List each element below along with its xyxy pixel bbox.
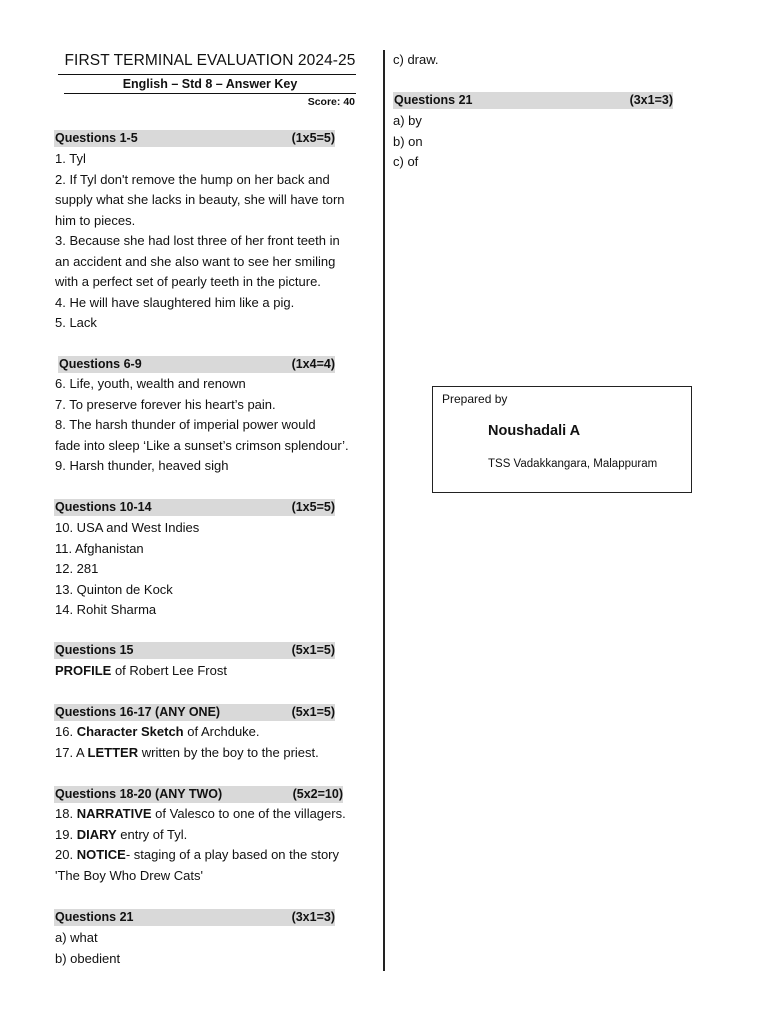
answer-list-q15 <box>55 661 227 682</box>
answer-line <box>55 661 227 682</box>
section-marks: (1x5=5) <box>291 131 335 145</box>
answer-keyword: LETTER <box>87 744 139 760</box>
answer-text: of Valesco to one of the villagers. <box>151 806 346 821</box>
answer-line: 'The Boy Who Drew Cats' <box>55 867 204 883</box>
section-header-q15 <box>54 642 335 659</box>
answer-line: 7. To preserve forever his heart’s pain. <box>55 396 276 412</box>
answer-keyword: Character Sketch <box>76 724 184 739</box>
prepared-by-label: Prepared by <box>442 392 508 406</box>
answer-keyword: NARRATIVE <box>76 806 152 821</box>
answer-line: supply what she lacks in beauty, she will have torn <box>55 192 345 207</box>
section-header-q16-17 <box>54 704 335 721</box>
answer-line: a) what <box>55 930 98 945</box>
section-marks: (5x1=5) <box>291 705 335 719</box>
answer-number: 19. <box>55 826 77 842</box>
answer-list-q21-left <box>55 928 120 969</box>
answer-list-q1-5 <box>55 149 345 334</box>
section-marks: (5x2=10) <box>292 787 343 801</box>
subtitle-underline <box>64 93 356 94</box>
answer-line: b) obedient <box>55 950 121 966</box>
section-header-q6-9 <box>58 356 335 373</box>
section-marks: (5x1=5) <box>291 643 335 657</box>
section-label: Questions 21 <box>394 93 473 107</box>
answer-list-q21-right <box>393 111 423 173</box>
answer-number: 20. <box>55 847 77 862</box>
answer-number: 17. A <box>55 744 88 760</box>
answer-line: c) of <box>393 154 419 169</box>
answer-text: - staging of a play based on the story <box>125 847 339 862</box>
answer-keyword: DIARY <box>76 826 117 842</box>
answer-number: 18. <box>55 806 77 821</box>
answer-text: entry of Tyl. <box>116 826 188 842</box>
answer-line: 5. Lack <box>55 315 97 330</box>
answer-list-q6-9 <box>55 374 349 477</box>
answer-line: c) draw. <box>393 52 439 67</box>
answer-line <box>55 743 319 764</box>
score-label: Score: 40 <box>307 96 355 108</box>
section-label: Questions 1-5 <box>55 131 138 145</box>
section-marks: (3x1=3) <box>291 910 335 924</box>
answer-line: 3. Because she had lost three of her front teeth in <box>55 233 340 248</box>
answer-line: 4. He will have slaughtered him like a pig. <box>55 294 295 310</box>
answer-list-q10-14 <box>55 518 199 621</box>
author-school: TSS Vadakkangara, Malappuram <box>488 458 658 470</box>
answer-line <box>55 804 346 825</box>
answer-list-q21-continued <box>393 50 439 71</box>
answer-line <box>55 845 346 866</box>
answer-list-q16-17 <box>55 722 319 763</box>
answer-line <box>55 825 346 846</box>
answer-text: written by the boy to the priest. <box>138 744 319 760</box>
answer-keyword: NOTICE <box>76 847 126 862</box>
answer-line: with a perfect set of pearly teeth in the picture. <box>55 274 321 289</box>
answer-line: 2. If Tyl don't remove the hump on her back and <box>55 171 330 187</box>
answer-line: 10. USA and West Indies <box>55 520 200 535</box>
answer-line: 12. 281 <box>55 561 99 576</box>
answer-line: an accident and she also want to see her smiling <box>55 253 336 269</box>
section-header-q1-5 <box>54 130 335 147</box>
answer-line <box>55 722 319 743</box>
prepared-by-box <box>432 386 692 493</box>
page-subtitle: English – Std 8 – Answer Key <box>122 77 298 91</box>
section-marks: (1x5=5) <box>291 500 335 514</box>
answer-text: of Robert Lee Frost <box>111 663 227 678</box>
section-label: Questions 6-9 <box>59 357 142 371</box>
section-label: Questions 16-17 (ANY ONE) <box>55 705 221 719</box>
section-marks: (1x4=4) <box>291 357 335 371</box>
section-label: Questions 18-20 (ANY TWO) <box>55 787 223 801</box>
answer-list-q18-20 <box>55 804 346 886</box>
answer-line: fade into sleep ‘Like a sunset’s crimson splendour’. <box>55 437 349 453</box>
author-name: Noushadali A <box>488 423 581 439</box>
title-underline <box>58 74 356 75</box>
answer-line: 14. Rohit Sharma <box>55 602 157 617</box>
section-header-q18-20 <box>54 786 343 803</box>
section-header-q21-right <box>393 92 673 109</box>
answer-text: of Archduke. <box>183 724 260 739</box>
section-marks: (3x1=3) <box>629 93 673 107</box>
answer-line: 11. Afghanistan <box>55 540 144 556</box>
section-header-q10-14 <box>54 499 335 516</box>
answer-line: 6. Life, youth, wealth and renown <box>55 376 246 391</box>
answer-line: 1. Tyl <box>55 151 86 166</box>
answer-line: 13. Quinton de Kock <box>55 581 173 597</box>
answer-line: 8. The harsh thunder of imperial power would <box>55 417 316 432</box>
section-header-q21-left <box>54 909 335 926</box>
section-label: Questions 21 <box>55 910 134 924</box>
answer-line: him to pieces. <box>55 212 136 228</box>
answer-line: b) on <box>393 133 423 149</box>
answer-keyword: PROFILE <box>55 663 112 678</box>
answer-number: 16. <box>55 724 77 739</box>
answer-line: a) by <box>393 113 422 128</box>
column-divider <box>383 50 385 971</box>
answer-line: 9. Harsh thunder, heaved sigh <box>55 458 229 473</box>
page-title: FIRST TERMINAL EVALUATION 2024-25 <box>64 52 356 69</box>
section-label: Questions 10-14 <box>55 500 152 514</box>
section-label: Questions 15 <box>55 643 134 657</box>
